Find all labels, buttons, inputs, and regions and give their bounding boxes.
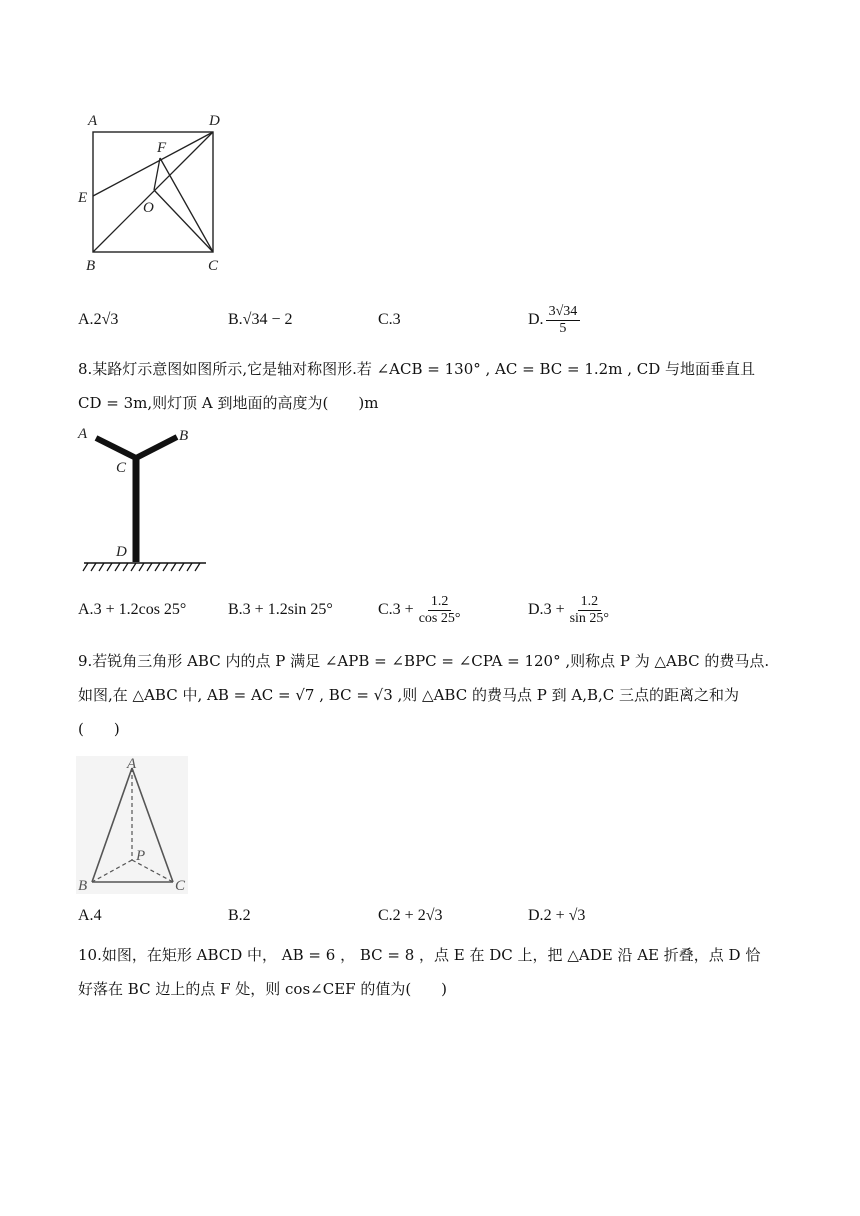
option-d[interactable] [528,590,612,630]
option-value: √34 − 2 [242,311,293,328]
fraction-numerator: 1.2 [578,594,602,611]
option-d[interactable] [528,896,585,936]
label-p: P [136,848,146,864]
label-a: A [88,113,98,129]
label-c: C [175,878,186,894]
label-f: F [157,140,167,156]
option-letter: D. [528,601,544,618]
option-b[interactable] [228,300,292,340]
option-a[interactable] [78,896,102,936]
fraction [416,594,464,627]
label-a: A [127,756,137,772]
fraction-denominator: sin 25° [569,610,610,626]
fraction-numerator: 1.2 [428,594,452,611]
segment-ed [93,132,213,196]
option-b[interactable] [228,590,333,630]
question-line: ( ) [78,720,120,738]
fraction-numerator: 3√34 [546,304,581,321]
fraction [567,594,612,627]
option-c[interactable] [378,896,442,936]
question-9-text [78,644,784,746]
option-c[interactable] [378,300,401,340]
option-value: 2 + 2√3 [392,907,443,924]
fraction [546,304,581,337]
option-a[interactable] [78,300,118,340]
option-letter: B. [228,601,243,618]
option-letter: D. [528,907,544,924]
label-d: D [209,113,220,129]
label-b: B [179,428,189,444]
label-e: E [78,190,88,206]
label-c: C [208,258,219,274]
option-value: 4 [93,907,102,924]
option-d[interactable] [528,300,580,340]
ground-hatching [83,563,200,571]
question-8-text [78,352,784,420]
option-letter: A. [78,311,94,328]
option-letter: A. [78,907,94,924]
question-7-figure [72,108,232,276]
question-line: 好落在 BC 边上的点 F 处，则 cos∠CEF 的值为( ) [78,980,448,998]
option-a[interactable] [78,590,186,630]
question-9-options [78,896,798,936]
label-c: C [116,460,127,476]
fraction-denominator: cos 25° [418,610,461,626]
question-line: CD = 3m,则灯顶 A 到地面的高度为( )m [78,394,379,412]
question-9-figure [76,756,188,894]
arm-ca [96,438,136,458]
question-8-options [78,590,798,630]
label-o: O [143,200,154,216]
option-value: 2 + √3 [543,907,586,924]
question-line: 10.如图，在矩形 ABCD 中， AB = 6 ， BC = 8 ，点 E 在 DC 上，把 △ADE 沿 AE 折叠，点 D 恰 [78,946,761,964]
arm-cb [136,437,177,458]
option-value: 3 [392,311,401,328]
question-7-options [78,300,798,340]
question-line: 如图,在 △ABC 中, AB = AC = √7 , BC = √3 ,则 △ABC 的费马点 P 到 A,B,C 三点的距离之和为 [78,686,740,704]
option-value: 2√3 [93,311,119,328]
label-a: A [78,426,88,442]
option-letter: D. [528,311,544,328]
label-b: B [78,878,88,894]
question-line: 9.若锐角三角形 ABC 内的点 P 满足 ∠APB = ∠BPC = ∠CPA = 120° ,则称点 P 为 △ABC 的费马点. [78,652,770,670]
option-c[interactable] [378,590,463,630]
option-prefix: 3 + [392,601,414,618]
label-d: D [116,544,127,560]
option-prefix: 3 + [543,601,565,618]
fraction-denominator: 5 [559,320,567,336]
option-value: 3 + 1.2sin 25° [242,601,333,618]
option-letter: B. [228,907,243,924]
option-letter: C. [378,907,393,924]
option-value: 2 [242,907,251,924]
option-letter: A. [78,601,94,618]
question-10-text [78,938,784,1006]
option-value: 3 + 1.2cos 25° [93,601,187,618]
question-8-figure [74,420,214,576]
option-letter: B. [228,311,243,328]
question-line: 8.某路灯示意图如图所示,它是轴对称图形.若 ∠ACB = 130° , AC = BC = 1.2m , CD 与地面垂直且 [78,360,756,378]
option-b[interactable] [228,896,251,936]
label-b: B [86,258,96,274]
option-letter: C. [378,311,393,328]
option-letter: C. [378,601,393,618]
